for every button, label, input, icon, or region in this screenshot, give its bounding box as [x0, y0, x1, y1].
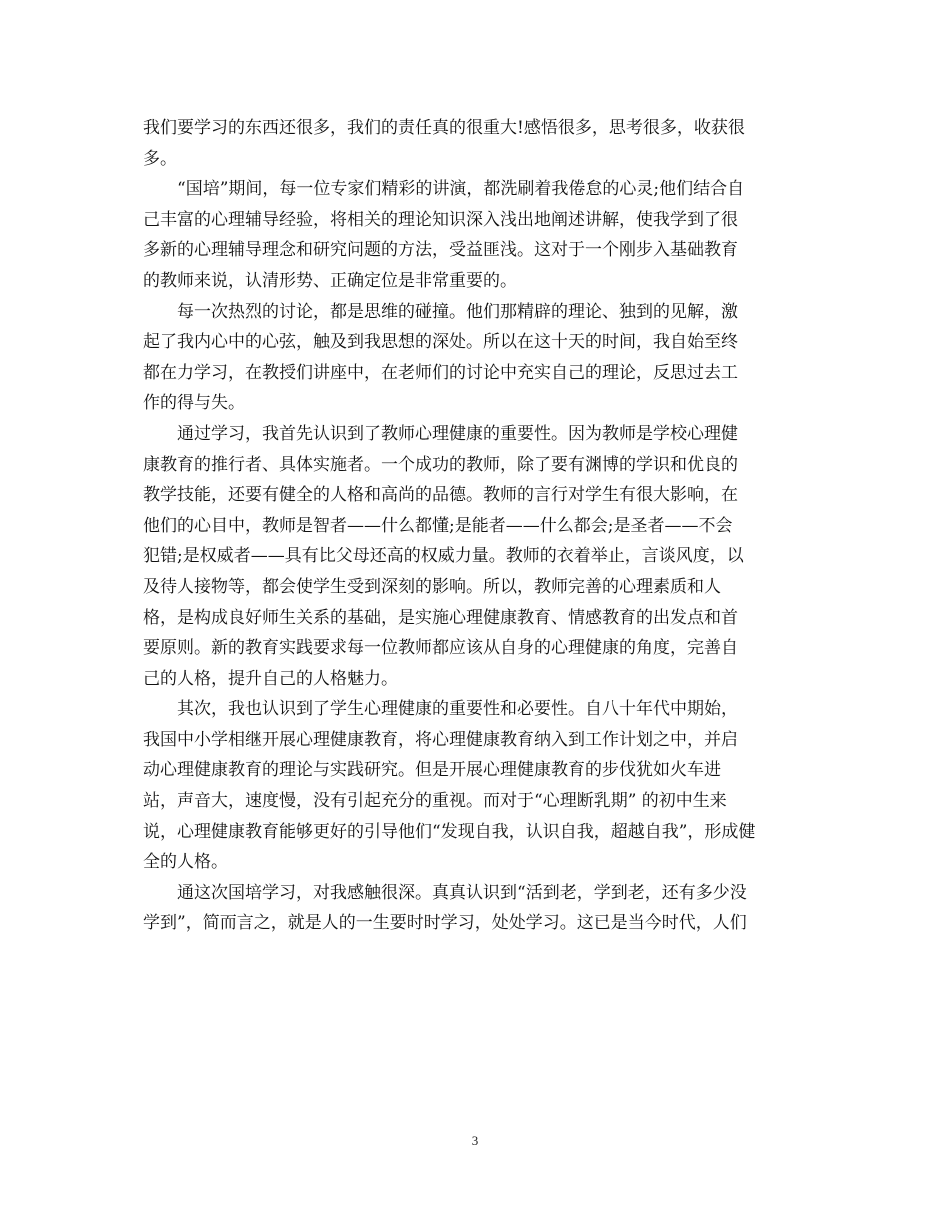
text-line: 的教师来说，认清形势、正确定位是非常重要的。	[143, 270, 517, 291]
text-line: 犯错;是权威者——具有比父母还高的权威力量。教师的衣着举止，言谈风度，以	[143, 546, 744, 567]
paragraph	[143, 113, 807, 174]
text-line: 己丰富的心理辅导经验，将相关的理论知识深入浅出地阐述讲解，使我学到了很	[143, 209, 738, 230]
text-line: 我国中小学相继开展心理健康教育，将心理健康教育纳入到工作计划之中，并启	[143, 729, 738, 750]
text-line: 己的人格，提升自己的人格魅力。	[143, 668, 398, 689]
text-line: 起了我内心中的心弦，触及到我思想的深处。所以在这十天的时间，我自始至终	[143, 332, 738, 353]
text-line: 站，声音大，速度慢，没有引起充分的重视。而对于“心理断乳期” 的初中生来	[143, 791, 727, 812]
text-line: 每一次热烈的讨论，都是思维的碰撞。他们那精辟的理论、独到的见解，激	[177, 301, 738, 322]
text-line: 多新的心理辅导理念和研究问题的方法，受益匪浅。这对于一个刚步入基础教育	[143, 240, 738, 261]
text-line: 要原则。新的教育实践要求每一位教师都应该从自身的心理健康的角度，完善自	[143, 638, 738, 659]
text-line: 通过学习，我首先认识到了教师心理健康的重要性。因为教师是学校心理健	[177, 423, 738, 444]
text-line: 学到”，简而言之，就是人的一生要时时学习，处处学习。这已是当今时代，人们	[143, 913, 747, 934]
text-line: 都在力学习，在教授们讲座中，在老师们的讨论中充实自己的理论，反思过去工	[143, 362, 738, 383]
text-line: 康教育的推行者、具体实施者。一个成功的教师，除了要有渊博的学识和优良的	[143, 454, 738, 475]
text-line: 多。	[143, 148, 177, 169]
paragraph	[143, 878, 807, 939]
text-line: 全的人格。	[143, 852, 228, 873]
text-line: 作的得与失。	[143, 393, 245, 414]
page-number: 3	[471, 1133, 479, 1148]
text-line: 及待人接物等，都会使学生受到深刻的影响。所以，教师完善的心理素质和人	[143, 576, 721, 597]
text-line: 其次，我也认识到了学生心理健康的重要性和必要性。自八十年代中期始，	[177, 699, 738, 720]
text-line: 教学技能，还要有健全的人格和高尚的品德。教师的言行对学生有很大影响，在	[143, 485, 738, 506]
document-body	[143, 113, 807, 939]
text-line: 格，是构成良好师生关系的基础，是实施心理健康教育、情感教育的出发点和首	[143, 607, 738, 628]
text-line: 我们要学习的东西还很多，我们的责任真的很重大!感悟很多，思考很多，收获很	[143, 118, 745, 138]
text-line: 通这次国培学习，对我感触很深。真真认识到“活到老，学到老，还有多少没	[177, 882, 747, 903]
text-line: 说，心理健康教育能够更好的引导他们“发现自我，认识自我，超越自我”，形成健	[143, 821, 756, 842]
paragraph	[143, 297, 807, 419]
text-line: 他们的心目中，教师是智者——什么都懂;是能者——什么都会;是圣者——不会	[143, 515, 733, 536]
paragraph	[143, 174, 807, 296]
paragraph	[143, 419, 807, 694]
text-line: “国培”期间，每一位专家们精彩的讲演，都洗刷着我倦怠的心灵;他们结合自	[177, 179, 745, 200]
text-line: 动心理健康教育的理论与实践研究。但是开展心理健康教育的步伐犹如火车进	[143, 760, 721, 781]
paragraph	[143, 694, 807, 878]
